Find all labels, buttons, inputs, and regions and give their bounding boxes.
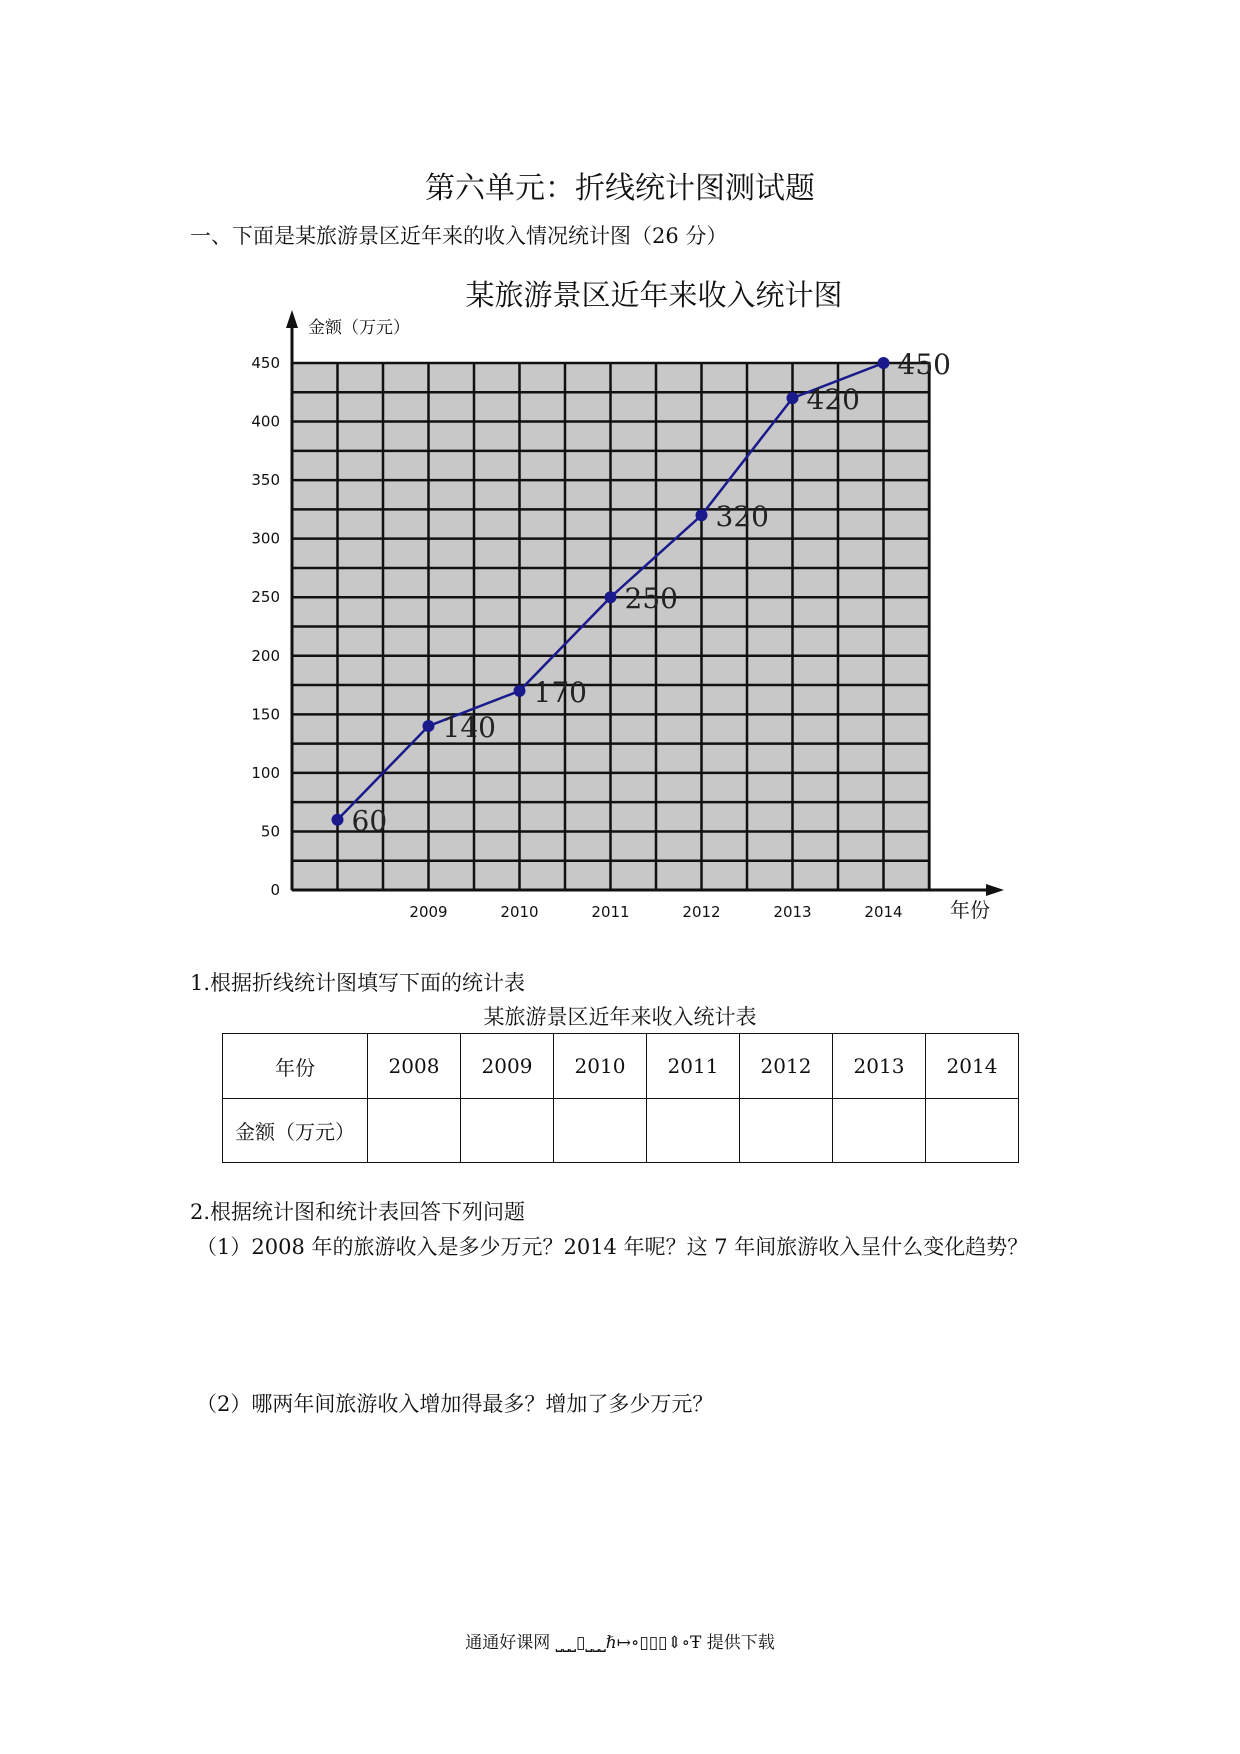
table-amount-row	[223, 1099, 1019, 1163]
question-2-part-2: （2）哪两年间旅游收入增加得最多？增加了多少万元？	[196, 1392, 714, 1416]
y-axis-label: 金额（万元）	[308, 318, 410, 338]
y-tick-label: 0	[270, 881, 280, 899]
page-footer: 通通好课网 ⎵⎵⎵▯⎵⎵⎵ℏ↦∘▯▯▯⇕∘Ŧ 提供下载	[465, 1633, 775, 1653]
amount-answer-cell[interactable]	[368, 1099, 461, 1163]
table-year-cell: 2011	[647, 1034, 740, 1099]
data-point	[423, 720, 435, 732]
data-label: 420	[806, 383, 860, 417]
y-axis-arrow	[286, 310, 298, 328]
data-label: 320	[715, 500, 769, 534]
data-point	[878, 357, 890, 369]
table-amount-label: 金额（万元）	[223, 1099, 368, 1163]
y-tick-label: 50	[260, 822, 280, 841]
y-tick-label: 200	[251, 646, 280, 665]
table-header-row	[223, 1034, 1019, 1099]
data-label: 140	[442, 711, 496, 745]
table-year-cell: 2014	[926, 1034, 1019, 1099]
amount-answer-cell[interactable]	[740, 1099, 833, 1163]
table-year-cell: 2010	[554, 1034, 647, 1099]
table-year-cell: 2009	[461, 1034, 554, 1099]
data-point	[787, 392, 799, 404]
y-tick-label: 150	[251, 705, 280, 724]
amount-answer-cell[interactable]	[554, 1099, 647, 1163]
data-point	[514, 685, 526, 697]
x-tick-label: 2012	[682, 903, 721, 921]
page-title: 第六单元：折线统计图测试题	[425, 171, 815, 206]
data-label: 250	[624, 582, 678, 616]
x-tick-label: 2010	[500, 903, 539, 921]
x-tick-label: 2009	[409, 903, 448, 921]
table-title: 某旅游景区近年来收入统计表	[483, 1005, 757, 1029]
amount-answer-cell[interactable]	[833, 1099, 926, 1163]
y-tick-label: 250	[251, 588, 280, 607]
data-label: 60	[351, 804, 388, 838]
question-1-heading: 1.根据折线统计图填写下面的统计表	[190, 971, 526, 995]
question-2-heading: 2.根据统计图和统计表回答下列问题	[190, 1200, 526, 1224]
data-point	[696, 509, 708, 521]
x-tick-label: 2013	[773, 903, 812, 921]
amount-answer-cell[interactable]	[647, 1099, 740, 1163]
y-tick-label: 400	[251, 412, 280, 431]
x-axis-label: 年份	[950, 898, 990, 922]
y-tick-label: 350	[251, 471, 280, 490]
data-point	[605, 591, 617, 603]
chart-title: 某旅游景区近年来收入统计图	[465, 278, 843, 312]
x-tick-label: 2014	[864, 903, 903, 921]
x-tick-label: 2011	[591, 903, 630, 921]
y-tick-label: 100	[251, 763, 280, 782]
section-heading: 一、下面是某旅游景区近年来的收入情况统计图（26 分）	[190, 224, 728, 248]
data-label: 450	[897, 348, 951, 381]
amount-answer-cell[interactable]	[461, 1099, 554, 1163]
x-axis-arrow	[986, 884, 1004, 896]
y-tick-label: 300	[251, 529, 280, 548]
table-year-cell: 2012	[740, 1034, 833, 1099]
data-point	[332, 814, 344, 826]
table-year-cell: 2013	[833, 1034, 926, 1099]
amount-answer-cell[interactable]	[926, 1099, 1019, 1163]
data-label: 170	[533, 675, 587, 709]
question-2-part-1: （1）2008 年的旅游收入是多少万元？2014 年呢？这 7 年间旅游收入呈什么变化趋势？	[196, 1235, 1029, 1259]
y-tick-label: 450	[251, 354, 280, 372]
table-year-cell: 2008	[368, 1034, 461, 1099]
statistics-table	[222, 1033, 1019, 1163]
table-header-year-label: 年份	[223, 1034, 368, 1099]
